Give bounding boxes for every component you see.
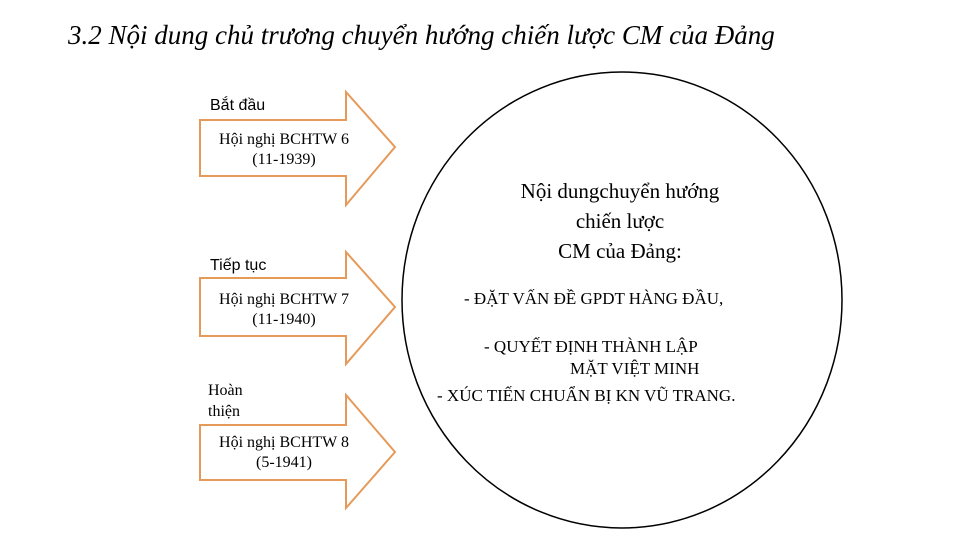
stage-label-continue: Tiếp tục [210, 257, 267, 274]
meeting-7 [200, 290, 368, 330]
meeting-8-date: (5-1941) [256, 454, 312, 471]
meeting-6-date: (11-1939) [252, 151, 316, 168]
meeting-8-name: Hội nghị BCHTW 8 [219, 434, 349, 451]
meeting-6-name: Hội nghị BCHTW 6 [219, 131, 349, 148]
page-title: 3.2 Nội dung chủ trương chuyển hướng chiến lược CM của Đảng [68, 20, 775, 50]
stage-label-complete-line2: thiện [208, 403, 240, 420]
meeting-8 [200, 433, 368, 473]
point-2-line2: MẶT VIỆT MINH [570, 359, 700, 378]
meeting-7-date: (11-1940) [252, 311, 316, 328]
circle-heading-line3: CM của Đảng: [558, 239, 682, 263]
meeting-7-name: Hội nghị BCHTW 7 [219, 291, 349, 308]
point-2-line1: - QUYẾT ĐỊNH THÀNH LẬP [484, 337, 698, 356]
circle-heading-line1: Nội dungchuyển hướng [520, 179, 720, 203]
point-3: - XÚC TIẾN CHUẨN BỊ KN VŨ TRANG. [437, 386, 736, 405]
circle-heading-line2: chiến lược [575, 209, 665, 233]
stage-label-start: Bắt đầu [210, 97, 266, 114]
stage-label-complete [208, 380, 243, 422]
point-1: - ĐẶT VẤN ĐỀ GPDT HÀNG ĐẦU, [464, 289, 724, 308]
meeting-6 [200, 130, 368, 170]
circle-heading [470, 176, 770, 266]
stage-label-complete-line1: Hoàn [208, 382, 243, 399]
